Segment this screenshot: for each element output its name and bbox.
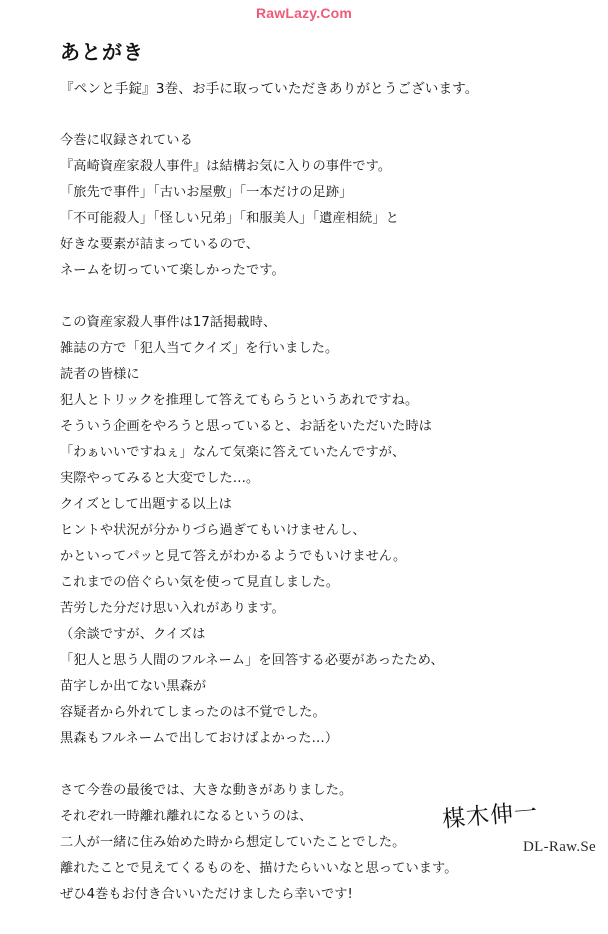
text-line: ネームを切っていて楽しかったです。 [60, 263, 285, 278]
text-line: 犯人とトリックを推理して答えてもらうというあれですね。 [60, 393, 419, 408]
text-line: この資産家殺人事件は17話掲載時、 [60, 315, 277, 330]
text-line: 黒森もフルネームで出しておけばよかった…） [60, 731, 339, 746]
text-line: 苦労した分だけ思い入れがあります。 [60, 601, 285, 616]
text-line: かといってパッと見て答えがわかるようでもいけません。 [60, 549, 407, 564]
text-line: ヒントや状況が分かりづら過ぎてもいけませんし、 [60, 523, 366, 538]
text-line: 「不可能殺人」「怪しい兄弟」「和服美人」「遺産相続」と [60, 211, 399, 226]
text-line: 二人が一緒に住み始めた時から想定していたことでした。 [60, 835, 406, 850]
text-line: そういう企画をやろうと思っていると、お話をいただいた時は [60, 419, 433, 434]
paragraph-about-case [60, 128, 570, 284]
page-title: あとがき [60, 40, 144, 64]
author-signature: 楳木伸一 [441, 798, 540, 834]
text-line: 離れたことで見えてくるものを、描けたらいいなと思っています。 [60, 861, 458, 876]
text-line: 『ペンと手錠』3巻、お手に取っていただきありがとうございます。 [60, 81, 479, 97]
text-line: ぜひ4巻もお付き合いいただけましたら幸いです! [60, 887, 353, 902]
text-line: 好きな要素が詰まっているので、 [60, 237, 260, 252]
text-line: クイズとして出題する以上は [60, 497, 232, 512]
text-line: 雑誌の方で「犯人当てクイズ」を行いました。 [60, 341, 339, 356]
text-line: 今巻に収録されている [60, 133, 193, 148]
text-line: （余談ですが、クイズは [60, 627, 206, 642]
text-line: 「犯人と思う人間のフルネーム」を回答する必要があったため、 [60, 653, 444, 668]
paragraph-quiz [60, 310, 570, 752]
watermark-top: RawLazy.Com [255, 5, 353, 21]
text-line: 『高崎資産家殺人事件』は結構お気に入りの事件です。 [60, 159, 392, 174]
text-line: これまでの倍ぐらい気を使って見直しました。 [60, 575, 340, 590]
text-line: 容疑者から外れてしまったのは不覚でした。 [60, 705, 326, 720]
text-line: 「わぁいいですねぇ」なんて気楽に答えていたんですが、 [60, 445, 406, 460]
text-line: さて今巻の最後では、大きな動きがありました。 [60, 783, 353, 798]
text-line: 読者の皆様に [60, 367, 140, 382]
watermark-bottom: DL-Raw.Se [523, 839, 596, 855]
text-line: 実際やってみると大変でした…。 [60, 471, 260, 486]
paragraph-intro [60, 76, 570, 102]
text-line: 「旅先で事件」「古いお屋敷」「一本だけの足跡」 [60, 185, 353, 200]
text-line: それぞれ一時離れ離れになるというのは、 [60, 809, 313, 824]
text-line: 苗字しか出てない黒森が [60, 679, 207, 694]
